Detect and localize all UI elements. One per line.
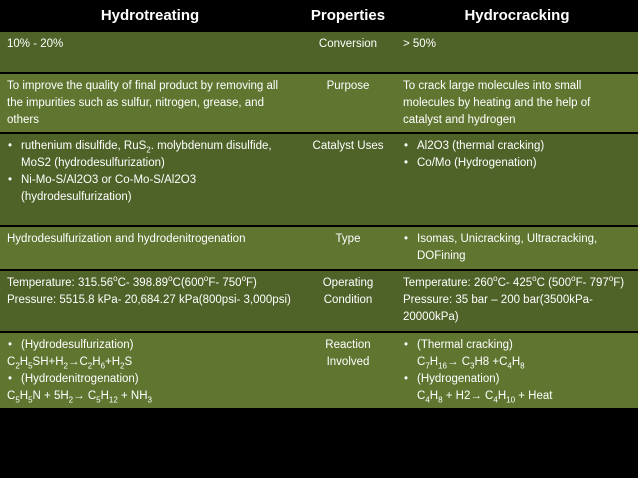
cell-property: Purpose <box>300 72 396 132</box>
list-item: • (Hydrogenation) <box>403 371 632 388</box>
cell-hydrocracking <box>396 331 638 408</box>
equation: $C_5H_5N + 5H_2\to C_5H_{12} + NH_3$ <box>7 390 152 405</box>
cell-hydrotreating: To improve the quality of final product by removing all the impurities such as sulfur, nitrogen, grease, and others <box>0 72 300 132</box>
header-hydrocracking: Hydrocracking <box>396 0 638 30</box>
cell-hydrotreating <box>0 132 300 225</box>
header-properties: Properties <box>300 0 396 30</box>
equation: $C_4H_8 + H2\to C_4H_{10}$ + Heat <box>417 390 553 405</box>
equation: $C_7H_{16}\to C_3H8 +C_4H_8$ <box>417 356 525 371</box>
cell-hydrotreating: Temperature: 315.56$^o$C- 398.89$^o$C(600$^o$F- 750$^o$F) Pressure: 5515.8 kPa- 20,684.27 kPa(800psi- 3,000psi) <box>0 269 300 331</box>
list-item: • Ni-Mo-S/Al2O3 or Co-Mo-S/Al2O3 (hydrodesulfurization) <box>7 172 294 206</box>
row-type <box>0 225 638 269</box>
cell-hydrotreating <box>0 331 300 408</box>
cell-hydrotreating: 10% - 20% <box>0 30 300 72</box>
list-item: • (Hydrodenitrogenation) <box>7 371 294 388</box>
list-item: • ruthenium disulfide, RuS$_2$. molybdenum disulfide, MoS2 (hydrodesulfurization) <box>7 138 294 172</box>
cell-hydrocracking <box>396 132 638 225</box>
cell-property: Type <box>300 225 396 269</box>
row-catalyst-uses <box>0 132 638 225</box>
header-row <box>0 0 638 30</box>
list-item: • Co/Mo (Hydrogenation) <box>403 155 632 172</box>
list-item: • (Thermal cracking) <box>403 337 632 354</box>
cell-hydrocracking: > 50% <box>396 30 638 72</box>
cell-property: Reaction Involved <box>300 331 396 408</box>
row-operating-condition <box>0 269 638 331</box>
cell-hydrocracking: To crack large molecules into small molecules by heating and the help of catalyst and hydrogen <box>396 72 638 132</box>
list-item: • Al2O3 (thermal cracking) <box>403 138 632 155</box>
cell-property: Operating Condition <box>300 269 396 331</box>
cell-hydrocracking: Temperature: 260$^o$C- 425$^o$C (500$^o$F- 797$^o$F) Pressure: 35 bar – 200 bar(3500kPa- 20000kPa) <box>396 269 638 331</box>
cell-hydrotreating: Hydrodesulfurization and hydrodenitrogenation <box>0 225 300 269</box>
row-purpose <box>0 72 638 132</box>
cell-property: Conversion <box>300 30 396 72</box>
row-reaction-involved <box>0 331 638 408</box>
cell-property: Catalyst Uses <box>300 132 396 225</box>
header-hydrotreating: Hydrotreating <box>0 0 300 30</box>
list-item: • (Hydrodesulfurization) <box>7 337 294 354</box>
list-item: • Isomas, Unicracking, Ultracracking, DOFining <box>403 231 632 265</box>
equation: $C_2H_5SH+H_2\to C_2H_6+H_2S$ <box>7 356 133 371</box>
row-conversion <box>0 30 638 72</box>
cell-hydrocracking <box>396 225 638 269</box>
